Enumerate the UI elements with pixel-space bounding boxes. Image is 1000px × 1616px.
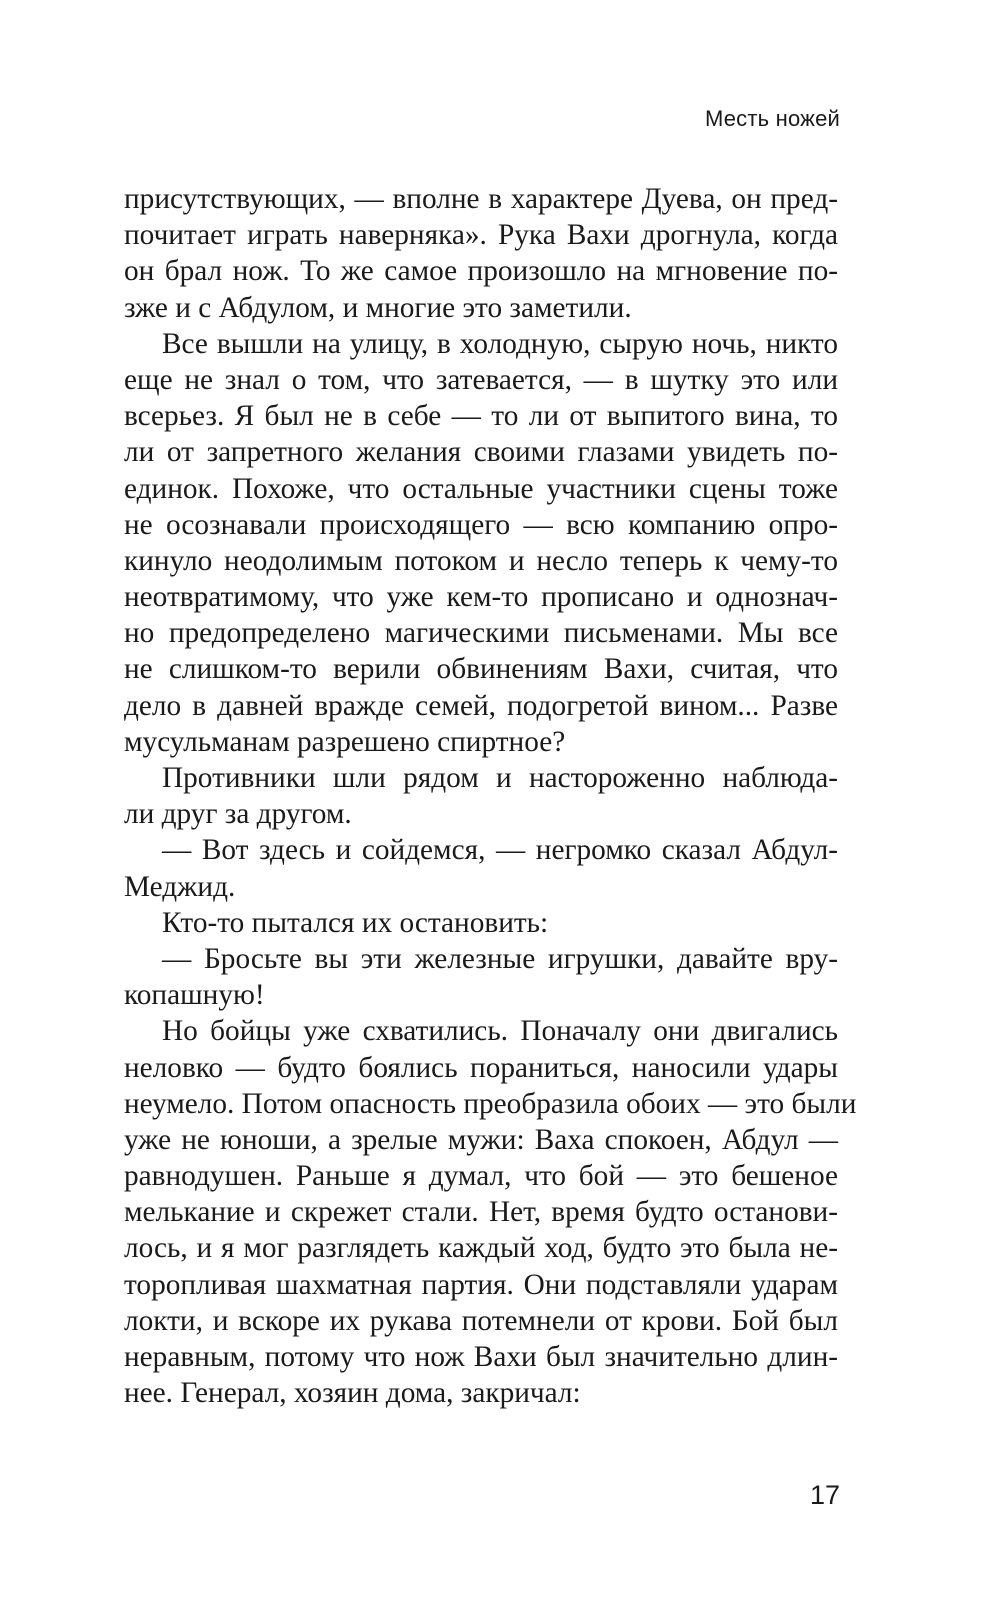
text-line: всерьез. Я был не в себе — то ли от выпитого вина, то <box>124 400 838 433</box>
body-text <box>124 181 857 1411</box>
text-line: нее. Генерал, хозяин дома, закричал: <box>124 1377 581 1410</box>
text-line: торопливая шахматная партия. Они подставляли ударам <box>124 1268 838 1301</box>
text-line: он брал нож. То же самое произошло на мгновение по- <box>124 255 838 288</box>
text-line: лось, и я мог разглядеть каждый ход, будто это была не- <box>124 1232 838 1265</box>
text-line: не осознавали происходящего — всю компанию опро- <box>124 508 838 541</box>
text-line: Кто-то пытался их остановить: <box>162 906 549 939</box>
text-line: неловко — будто боялись пораниться, наносили удары <box>124 1051 838 1084</box>
text-line: но предопределено магическими письменами. Мы все <box>124 617 838 650</box>
text-line: Противники шли рядом и настороженно наблюда- <box>162 762 838 794</box>
text-line: неравным, потому что нож Вахи был значительно длин- <box>124 1341 838 1373</box>
text-line: — Вот здесь и сойдемся, — негромко сказал Абдул- <box>162 834 838 867</box>
text-line: почитает играть наверняка». Рука Вахи дрогнула, когда <box>124 219 838 252</box>
running-title: Месть ножей <box>704 106 840 131</box>
text-line: зже и с Абдулом, и многие это заметили. <box>124 291 632 324</box>
text-line: Но бойцы уже схватились. Поначалу они двигались <box>162 1015 838 1048</box>
text-line: кинуло неодолимым потоком и несло теперь к чему-то <box>124 544 838 577</box>
text-line: единок. Похоже, что остальные участники сцены тоже <box>124 472 838 505</box>
text-line: ли друг за другом. <box>124 798 352 831</box>
text-line: равнодушен. Раньше я думал, что бой — это бешеное <box>124 1160 838 1193</box>
text-line: мусульманам разрешено спиртное? <box>124 725 566 758</box>
text-line: еще не знал о том, что затевается, — в шутку это или <box>124 363 838 396</box>
text-line: не слишком-то верили обвинениям Вахи, считая, что <box>124 653 838 686</box>
text-line: уже не юноши, а зрелые мужи: Ваха спокоен, Абдул — <box>124 1123 838 1156</box>
text-line: локти, и вскоре их рукава потемнели от крови. Бой был <box>124 1304 838 1337</box>
text-line: Меджид. <box>124 870 236 903</box>
text-line: ли от запретного желания своими глазами увидеть по- <box>124 436 838 469</box>
text-line: присутствующих, — вполне в характере Дуева, он пред- <box>124 183 838 215</box>
text-line: копашную! <box>124 979 265 1012</box>
text-line: — Бросьте вы эти железные игрушки, давайте вру- <box>162 942 838 975</box>
text-line: неотвратимому, что уже кем-то прописано и однознач- <box>124 581 838 614</box>
text-line: Все вышли на улицу, в холодную, сырую ночь, никто <box>162 327 838 360</box>
text-line: дело в давней вражде семей, подогретой вином... Разве <box>124 689 838 722</box>
page-number: 17 <box>809 1480 840 1510</box>
text-line: неумело. Потом опасность преобразила обоих — это были <box>124 1087 857 1120</box>
text-line: мелькание и скрежет стали. Нет, время будто останови- <box>124 1196 838 1229</box>
